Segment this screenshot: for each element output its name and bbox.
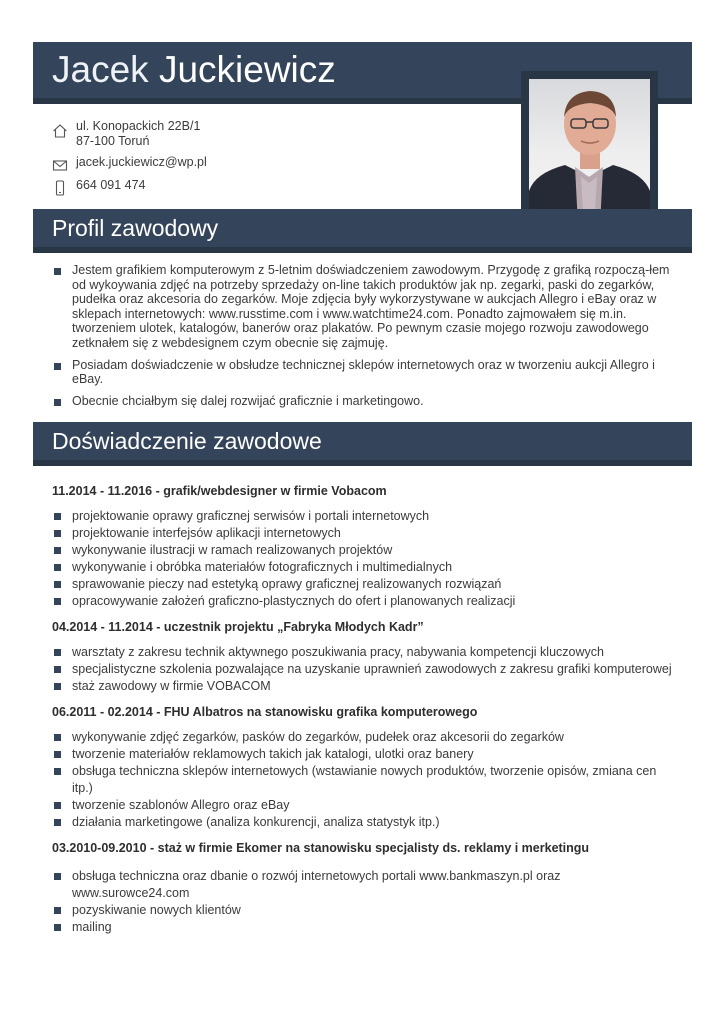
section-header-experience xyxy=(33,422,692,460)
section-title-experience: Doświadczenie zawodowe xyxy=(52,428,322,454)
list-item: tworzenie materiałów reklamowych takich jak katalogi, ulotki oraz banery xyxy=(52,746,677,763)
section-title-profile: Profil zawodowy xyxy=(52,215,219,241)
list-item: sprawowanie pieczy nad estetyką oprawy graficznej realizowanych rozwiązań xyxy=(52,576,677,593)
job-entry xyxy=(52,704,677,831)
list-item: wykonywanie zdjęć zegarków, pasków do zegarków, pudełek oraz akcesorii do zegarków xyxy=(52,729,677,746)
list-item: Jestem grafikiem komputerowym z 5-letnim doświadczeniem zawodowym. Przygodę z grafiką rozpoczą-łem od wykoywania zdjęć na potrzeby sprzedaży on-line takich produktów jak np. zegarki, paski do zegarków, pudełka oraz akcesoria do zegarków. Moje zdjęcia były wykorzystywane w aukcjach Allegro i eBay oraz w sklepach internetowych: www.russtime.com i www.watchtime24.com. Ponadto zajmowałem się m.in. tworzeniem ulotek, katalogów, banerów oraz plakatów. Po pewnym czasie mojego rozwoju zawodowego zetknałem się z webdesignem czym obecnie się zajmuję. xyxy=(52,263,677,351)
list-item: warsztaty z zakresu technik aktywnego poszukiwania pracy, nabywania kompetencji kluczowych xyxy=(52,644,677,661)
list-item: obsługa techniczna oraz dbanie o rozwój internetowych portali www.bankmaszyn.pl oraz www.surowce24.com xyxy=(52,868,677,902)
envelope-icon xyxy=(52,157,68,173)
job-heading: 04.2014 - 11.2014 - uczestnik projektu „Fabryka Młodych Kadr” xyxy=(52,620,424,634)
last-name: Juckiewicz xyxy=(158,49,336,90)
list-item: staż zawodowy w firmie VOBACOM xyxy=(52,678,677,695)
experience-list xyxy=(52,483,677,945)
list-item: działania marketingowe (analiza konkurencji, analiza statystyk itp.) xyxy=(52,814,677,831)
job-entry xyxy=(52,619,677,695)
address-line-1: ul. Konopackich 22B/1 xyxy=(76,119,201,133)
home-icon xyxy=(52,123,68,139)
list-item: Obecnie chciałbym się dalej rozwijać graficznie i marketingowo. xyxy=(52,394,677,409)
list-item: specjalistyczne szkolenia pozwalające na uzyskanie uprawnień zawodowych z zakresu grafiki komputerowej xyxy=(52,661,677,678)
list-item: opracowywanie założeń graficzno-plastycznych do ofert i planowanych realizacji xyxy=(52,593,677,610)
list-item: wykonywanie ilustracji w ramach realizowanych projektów xyxy=(52,542,677,559)
list-item: Posiadam doświadczenie w obsłudze technicznej sklepów internetowych oraz w tworzeniu aukcji Allegro i eBay. xyxy=(52,358,677,387)
list-item: pozyskiwanie nowych klientów xyxy=(52,902,677,919)
address-line-2: 87-100 Toruń xyxy=(76,134,150,148)
job-heading: 03.2010-09.2010 - staż w firmie Ekomer na stanowisku specjalisty ds. reklamy i merketingu xyxy=(52,841,590,855)
job-entry xyxy=(52,483,677,610)
list-item: projektowanie oprawy graficznej serwisów i portali internetowych xyxy=(52,508,677,525)
first-name: Jacek xyxy=(52,49,149,90)
list-item: wykonywanie i obróbka materiałów fotograficznych i multimedialnych xyxy=(52,559,677,576)
job-heading: 06.2011 - 02.2014 - FHU Albatros na stanowisku grafika komputerowego xyxy=(52,705,478,719)
section-header-profile xyxy=(33,209,692,247)
phone-number: 664 091 474 xyxy=(76,178,146,192)
job-heading: 11.2014 - 11.2016 - grafik/webdesigner w firmie Vobacom xyxy=(52,484,387,498)
job-entry xyxy=(52,840,677,936)
list-item: mailing xyxy=(52,919,677,936)
profile-list xyxy=(52,263,677,415)
email-link[interactable]: jacek.juckiewicz@wp.pl xyxy=(76,155,207,169)
phone-icon xyxy=(52,180,68,196)
list-item: obsługa techniczna sklepów internetowych (wstawianie nowych produktów, tworzenie opisów, zmiana cen itp.) xyxy=(52,763,677,797)
list-item: tworzenie szablonów Allegro oraz eBay xyxy=(52,797,677,814)
list-item: projektowanie interfejsów aplikacji internetowych xyxy=(52,525,677,542)
